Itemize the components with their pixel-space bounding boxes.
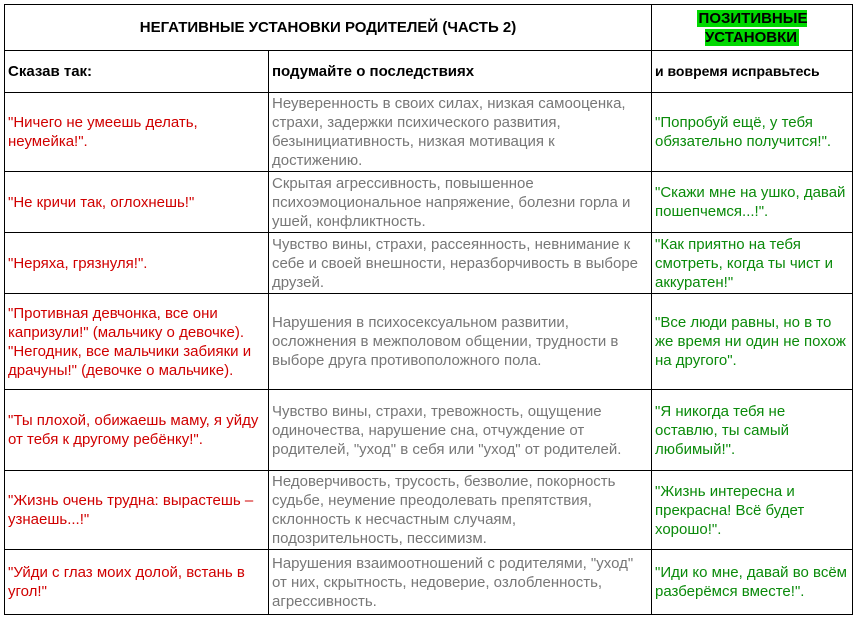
table-row bbox=[5, 233, 853, 294]
table-row bbox=[5, 172, 853, 233]
header-think: подумайте о последствиях bbox=[269, 51, 652, 93]
header-row bbox=[5, 51, 853, 93]
positive-title-cell bbox=[652, 5, 853, 51]
table-row bbox=[5, 550, 853, 615]
positive-phrase: "Попробуй ещё, у тебя обязательно получится!". bbox=[652, 93, 853, 172]
consequences: Чувство вины, страхи, рассеянность, невнимание к себе и своей внешности, неразборчивость в выборе друзей. bbox=[269, 233, 652, 294]
consequences: Чувство вины, страхи, тревожность, ощущение одиночества, нарушение сна, отчуждение от родителей, "уход" в себя или "уход" от родителей. bbox=[269, 390, 652, 471]
parental-attitudes-table bbox=[4, 4, 853, 615]
negative-phrase: "Противная девчонка, все они капризули!" (мальчику о девочке). "Негодник, все мальчики забияки и драчуны!" (девочке о мальчике). bbox=[5, 294, 269, 390]
positive-phrase: "Жизнь интересна и прекрасна! Всё будет хорошо!". bbox=[652, 471, 853, 550]
consequences: Нарушения в психосексуальном развитии, осложнения в межполовом общении, трудности в выборе друга противоположного пола. bbox=[269, 294, 652, 390]
header-said: Сказав так: bbox=[5, 51, 269, 93]
consequences: Скрытая агрессивность, повышенное психоэмоциональное напряжение, болезни горла и ушей, конфликтность. bbox=[269, 172, 652, 233]
consequences: Недоверчивость, трусость, безволие, покорность судьбе, неумение преодолевать препятствия, склонность к несчастным случаям, подозрительность, пессимизм. bbox=[269, 471, 652, 550]
negative-phrase: "Ничего не умеешь делать, неумейка!". bbox=[5, 93, 269, 172]
header-fix: и вовремя исправьтесь bbox=[652, 51, 853, 93]
consequences: Неуверенность в своих силах, низкая самооценка, страхи, задержки психического развития, безынициативность, низкая мотивация к достижению. bbox=[269, 93, 652, 172]
table-row bbox=[5, 390, 853, 471]
table-row bbox=[5, 93, 853, 172]
positive-phrase: "Скажи мне на ушко, давай пошепчемся...!". bbox=[652, 172, 853, 233]
positive-title: ПОЗИТИВНЫЕ УСТАНОВКИ bbox=[698, 9, 808, 46]
negative-phrase: "Не кричи так, оглохнешь!" bbox=[5, 172, 269, 233]
table-title: НЕГАТИВНЫЕ УСТАНОВКИ РОДИТЕЛЕЙ (ЧАСТЬ 2) bbox=[5, 5, 652, 51]
table-row bbox=[5, 294, 853, 390]
title-row bbox=[5, 5, 853, 51]
table-row bbox=[5, 471, 853, 550]
positive-phrase: "Как приятно на тебя смотреть, когда ты чист и аккуратен!" bbox=[652, 233, 853, 294]
negative-phrase: "Неряха, грязнуля!". bbox=[5, 233, 269, 294]
positive-phrase: "Все люди равны, но в то же время ни один не похож на другого". bbox=[652, 294, 853, 390]
positive-phrase: "Иди ко мне, давай во всём разберёмся вместе!". bbox=[652, 550, 853, 615]
positive-phrase: "Я никогда тебя не оставлю, ты самый любимый!". bbox=[652, 390, 853, 471]
consequences: Нарушения взаимоотношений с родителями, "уход" от них, скрытность, недоверие, озлобленность, агрессивность. bbox=[269, 550, 652, 615]
negative-phrase: "Ты плохой, обижаешь маму, я уйду от тебя к другому ребёнку!". bbox=[5, 390, 269, 471]
negative-phrase: "Жизнь очень трудна: вырастешь – узнаешь...!" bbox=[5, 471, 269, 550]
negative-phrase: "Уйди с глаз моих долой, встань в угол!" bbox=[5, 550, 269, 615]
